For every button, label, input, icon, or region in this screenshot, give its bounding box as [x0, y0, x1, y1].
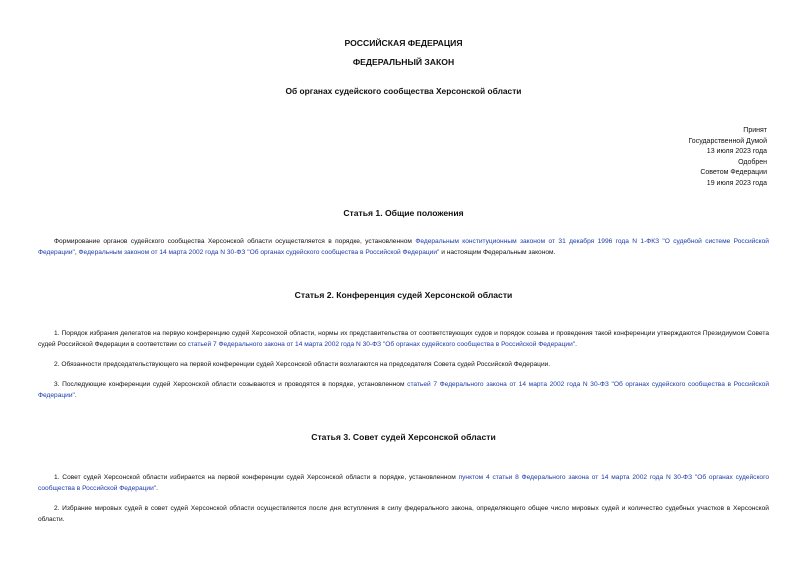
acceptance-block: [688, 126, 767, 190]
approved-by: Советом Федерации: [700, 169, 767, 177]
law-link[interactable]: статьей 7 Федерального закона от 14 марта 2002 года N 30-ФЗ "Об органах судейского сообщества в Российской Федерации": [187, 340, 576, 348]
article1-paragraph1: Формирование органов судейского сообщества Херсонской области осуществляется в порядке, установленном Федеральным конституционным законом от 31 декабря 1996 года N 1-ФКЗ "О судебной системе Российской Федерации", Федеральным законом от 14 марта 2002 года N 30-ФЗ "Об органах судейского сообщества в Российской Федерации" и настоящим Федеральным законом.: [38, 238, 769, 256]
article3-paragraph2: 2. Избрание мировых судей в совет судей Херсонской области осуществляется после дня вступления в силу федерального закона, определяющего общее число мировых судей и количество судебных участков в Херсонской области.: [38, 505, 769, 523]
accepted-by: Государственной Думой: [688, 137, 767, 145]
accepted-label: Принят: [743, 127, 767, 134]
article3-heading: Статья 3. Совет судей Херсонской области: [311, 432, 496, 442]
article1-heading: Статья 1. Общие положения: [343, 208, 464, 218]
article2-paragraph1: 1. Порядок избрания делегатов на первую конференцию судей Херсонской области, нормы их представительства от соответствующих судов и порядок созыва и проведения такой конференции утверждаются Президиумом Совета судей Российской Федерации в соответствии со статьей 7 Федерального закона от 14 марта 2002 года N 30-ФЗ "Об органах судейского сообщества в Российской Федерации".: [38, 330, 769, 348]
law-title: Об органах судейского сообщества Херсонской области: [285, 86, 522, 96]
law-link[interactable]: Федеральным законом от 14 марта 2002 года N 30-ФЗ "Об органах судейского сообщества в Российской Федерации": [78, 248, 440, 256]
approved-label: Одобрен: [738, 158, 767, 166]
law-link[interactable]: Федеральным конституционным законом от 31 декабря 1996 года N 1-ФКЗ "О судебной системе Российской Федерации": [38, 238, 769, 256]
law-link[interactable]: статьей 7 Федерального закона от 14 марта 2002 года N 30-ФЗ "Об органах судейского сообщества в Российской Федерации": [38, 381, 770, 399]
article2-paragraph3: 3. Последующие конференции судей Херсонской области созываются и проводятся в порядке, установленном статьей 7 Федерального закона от 14 марта 2002 года N 30-ФЗ "Об органах судейского сообщества в Российской Федерации".: [38, 381, 770, 399]
law-link[interactable]: пунктом 4 статьи 8 Федерального закона от 14 марта 2002 года N 30-ФЗ "Об органах судейского сообщества в Российской Федерации": [38, 474, 770, 492]
article2-heading: Статья 2. Конференция судей Херсонской области: [294, 290, 513, 300]
article2-paragraph2: 2. Обязанности председательствующего на первой конференции судей Херсонской области возлагаются на председателя Совета судей Российской Федерации.: [54, 361, 551, 368]
law-type-heading: ФЕДЕРАЛЬНЫЙ ЗАКОН: [352, 57, 455, 67]
accepted-date: 13 июля 2023 года: [706, 148, 767, 156]
article3-paragraph1: 1. Совет судей Херсонской области избирается на первой конференции судей Херсонской области в порядке, установленном пунктом 4 статьи 8 Федерального закона от 14 марта 2002 года N 30-ФЗ "Об органах судейского сообщества в Российской Федерации".: [38, 474, 770, 492]
approved-date: 19 июля 2023 года: [706, 179, 767, 187]
country-heading: РОССИЙСКАЯ ФЕДЕРАЦИЯ: [344, 38, 463, 48]
